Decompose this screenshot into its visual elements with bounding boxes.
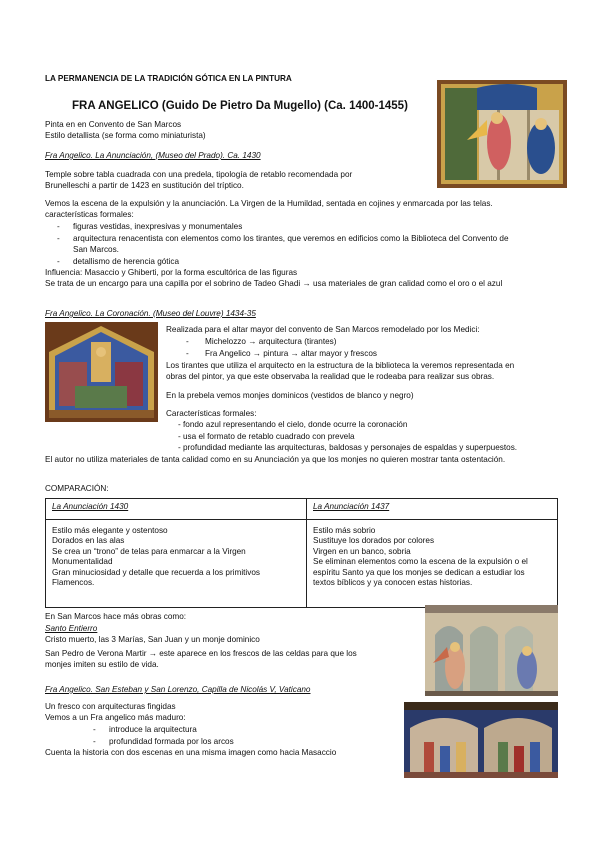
s2-p1: Realizada para el altar mayor del convento de San Marcos remodelado por los Medici: bbox=[166, 325, 480, 334]
chapel-fresco bbox=[404, 702, 558, 778]
s3-p2: Cristo muerto, las 3 Marías, San Juan y un monje dominico bbox=[45, 635, 260, 644]
comparison-col1-line: Monumentalidad bbox=[52, 557, 113, 567]
s1-p3-line-1: Influencia: Masaccio y Ghiberti, por la forma escultórica de las figuras bbox=[45, 268, 298, 277]
comparison-col2-line: Virgen en un banco, sobria bbox=[313, 546, 411, 556]
bullet-dash: - bbox=[186, 349, 189, 358]
s2-dash-1: - fondo azul representando el cielo, donde ocurre la coronación bbox=[178, 420, 408, 429]
s4-p1-line-1: Un fresco con arquitecturas fingidas bbox=[45, 702, 176, 711]
s2-bullet-2: Fra Angelico → pintura → altar mayor y frescos bbox=[205, 349, 378, 358]
comparison-table bbox=[45, 498, 558, 608]
page-title: FRA ANGELICO (Guido De Pietro Da Mugello) (Ca. 1400-1455) bbox=[72, 100, 408, 112]
comparison-col2-line: textos bíblicos y ya conocen estas historias. bbox=[313, 578, 473, 588]
annunciation-prado-painting bbox=[437, 80, 567, 188]
comparison-col1-line: Flamencos. bbox=[52, 578, 95, 588]
s1-p2-line-1: Vemos la escena de la expulsión y la anunciación. La Virgen de la Humildad, sentada en cojines y enmarcada por las telas. bbox=[45, 199, 493, 208]
comparison-head-1-text: La Anunciación 1430 bbox=[52, 502, 129, 511]
s3-p3-line-1: San Pedro de Verona Martir → este aparece en los frescos de las celdas para que los bbox=[45, 649, 357, 658]
s2-p4: Características formales: bbox=[166, 409, 257, 418]
s1-p2-line-2: características formales: bbox=[45, 210, 134, 219]
comparison-col2-line: Sustituye los dorados por colores bbox=[313, 536, 435, 546]
comparison-head-2 bbox=[307, 499, 558, 520]
s1-bullet-2: arquitectura renacentista con elementos como los tirantes, que veremos en edificios como la Biblioteca del Convento de bbox=[73, 234, 509, 243]
bullet-dash: - bbox=[93, 725, 96, 734]
comparison-col2-line: Se eliminan elementos como la escena de la expulsión o el bbox=[313, 557, 528, 567]
s2-p3: En la prebela vemos monjes dominicos (vestidos de blanco y negro) bbox=[166, 391, 414, 400]
comparison-col-2 bbox=[307, 520, 558, 608]
page-header: LA PERMANENCIA DE LA TRADICIÓN GÓTICA EN LA PINTURA bbox=[45, 74, 292, 83]
s1-p3-line-2: Se trata de un encargo para una capilla por el sobrino de Tadeo Ghadi → usa materiales de gran calidad como el oro o el azul bbox=[45, 279, 503, 288]
s4-p1-line-2: Vemos a un Fra angelico más maduro: bbox=[45, 713, 186, 722]
comparison-col2-line: Estilo más sobrio bbox=[313, 526, 376, 535]
s2-p2-line-1: Los tirantes que utiliza el arquitecto en la estructura de la biblioteca la veremos representada en bbox=[166, 361, 515, 370]
s3-p3-line-2: monjes imiten su estilo de vida. bbox=[45, 660, 159, 669]
s2-p2-line-2: obras del pintor, ya que este observaba la realidad que le rodeaba para realizar sus obras. bbox=[166, 372, 495, 381]
s1-bullet-1: figuras vestidas, inexpresivas y monumentales bbox=[73, 222, 243, 231]
comparison-col1-line: Se crea un “trono” de telas para enmarcar a la Virgen bbox=[52, 546, 246, 556]
s4-p2: Cuenta la historia con dos escenas en una misma imagen como hacia Masaccio bbox=[45, 748, 337, 757]
s1-bullet-3: detallismo de herencia gótica bbox=[73, 257, 180, 266]
s3-p1: En San Marcos hace más obras como: bbox=[45, 612, 187, 621]
bullet-dash: - bbox=[186, 337, 189, 346]
intro-line-1: Pinta en en Convento de San Marcos bbox=[45, 120, 182, 129]
comparison-col2-line: espíritu Santo ya que los monjes se dedican a estudiar los bbox=[313, 567, 525, 577]
s4-bullet-1: introduce la arquitectura bbox=[109, 725, 197, 734]
s1-p1-line-1: Temple sobre tabla cuadrada con una predela, tipología de retablo recomendada por bbox=[45, 170, 353, 179]
comparison-col1-line: Dorados en las alas bbox=[52, 536, 125, 546]
s2-dash-2: - usa el formato de retablo cuadrado con prevela bbox=[178, 432, 355, 441]
bullet-dash: - bbox=[57, 222, 60, 231]
comparison-col1-line: Estilo más elegante y ostentoso bbox=[52, 526, 168, 535]
s2-p5: El autor no utiliza materiales de tanta calidad como en su Anunciación ya que los monjes no quieren mostrar tanta ostentación. bbox=[45, 455, 506, 464]
bullet-dash: - bbox=[57, 234, 60, 243]
section-heading-annunciation-prado: Fra Angelico. La Anunciación, (Museo del Prado). Ca. 1430 bbox=[45, 151, 261, 160]
comparison-head-2-text: La Anunciación 1437 bbox=[313, 502, 390, 511]
annunciation-fresco bbox=[425, 605, 558, 696]
coronation-louvre-painting bbox=[45, 322, 158, 422]
s2-bullet-1: Michelozzo → arquitectura (tirantes) bbox=[205, 337, 337, 346]
comparison-col-1 bbox=[46, 520, 307, 608]
s4-bullet-2: profundidad formada por los arcos bbox=[109, 737, 234, 746]
comparison-col1-line: Gran minuciosidad y detalle que recuerda a los primitivos bbox=[52, 567, 260, 577]
s1-bullet-2-cont: San Marcos. bbox=[73, 245, 119, 254]
bullet-dash: - bbox=[57, 257, 60, 266]
section-heading-chapel-nicholas: Fra Angelico. San Esteban y San Lorenzo, Capilla de Nicolás V, Vaticano bbox=[45, 685, 311, 694]
bullet-dash: - bbox=[93, 737, 96, 746]
comparison-label: COMPARACIÓN: bbox=[45, 484, 109, 493]
intro-line-2: Estilo detallista (se forma como miniaturista) bbox=[45, 131, 206, 140]
section-heading-coronation-louvre: Fra Angelico. La Coronación. (Museo del Louvre) 1434-35 bbox=[45, 309, 256, 318]
s1-p1-line-2: Brunelleschi a partir de 1423 en sustitución del tríptico. bbox=[45, 181, 244, 190]
s2-dash-3: - profundidad mediante las arquitecturas, baldosas y personajes de espaldas y superpuestos. bbox=[178, 443, 518, 452]
comparison-head-1 bbox=[46, 499, 307, 520]
s3-subheading: Santo Entierro bbox=[45, 624, 98, 633]
